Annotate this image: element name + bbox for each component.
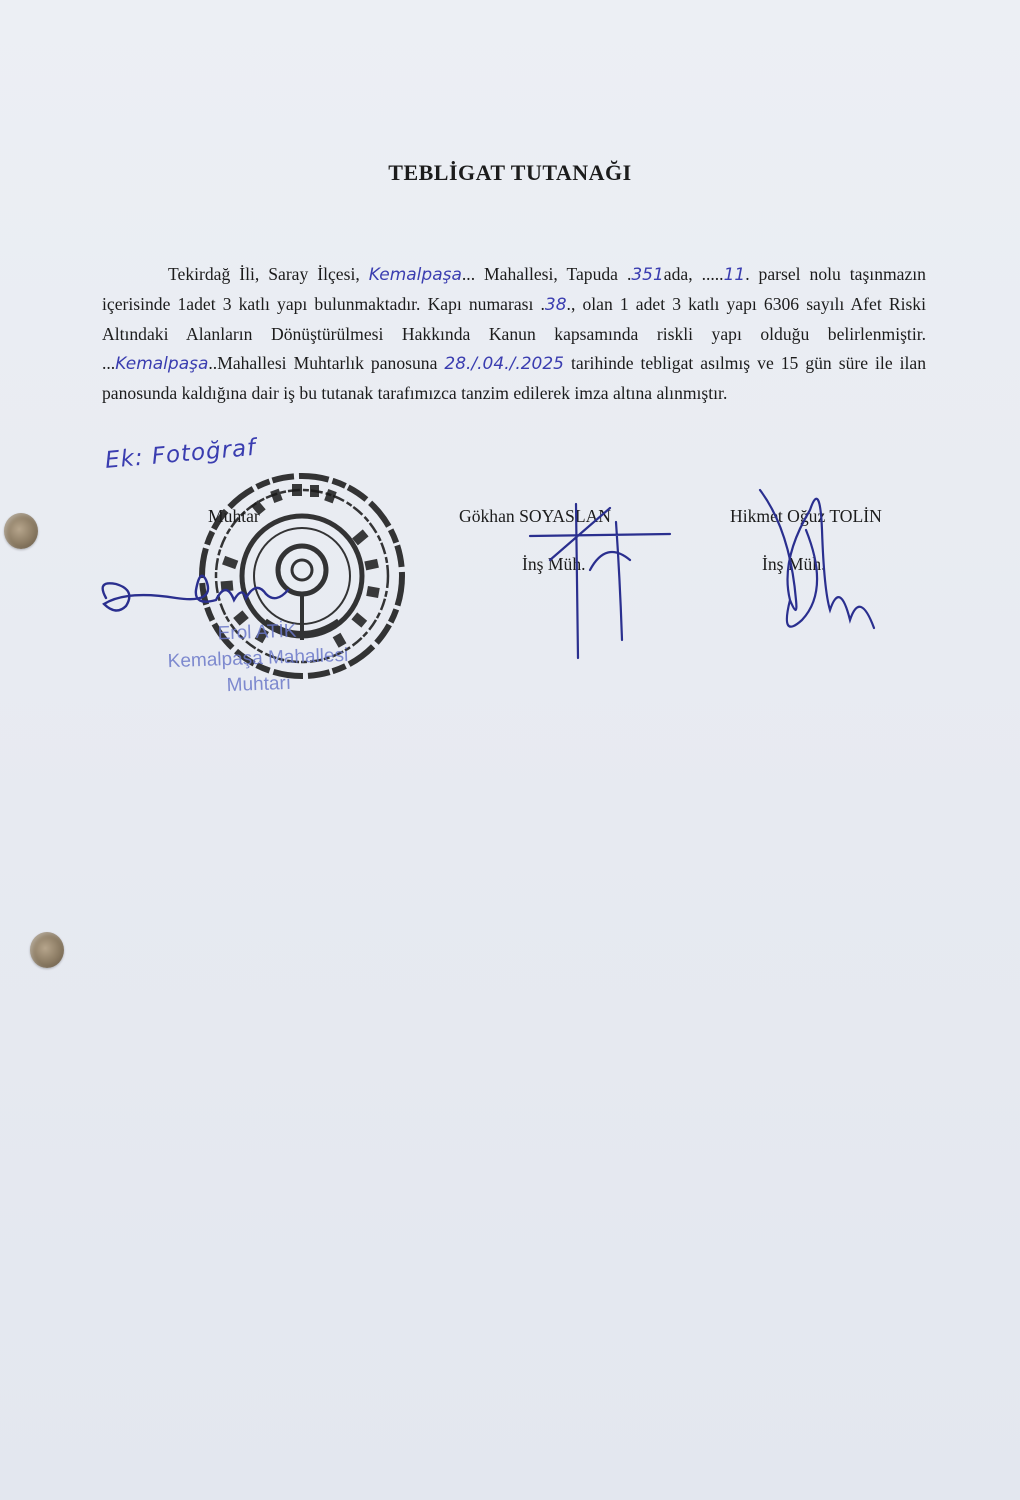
muhtar-name-stamp <box>147 616 370 702</box>
name-stamp-line: Erol ATİK <box>217 620 297 645</box>
handwritten-attachment-note: Ek: Fotoğraf <box>104 434 258 474</box>
document-body-paragraph <box>102 260 926 408</box>
punch-hole-top <box>4 513 38 549</box>
muhtar-signature <box>96 560 296 620</box>
punch-hole-bottom <box>30 932 64 968</box>
handwritten-parsel: 11 <box>723 265 746 285</box>
handwritten-neighborhood-2: Kemalpaşa <box>115 354 209 374</box>
body-text-part: tarihinde tebligat asılmış ve 15 gün süre ile ilan panosunda kaldığına dair iş bu tutanak tarafımızca tanzim edilerek imza altına alınmıştır. <box>102 353 927 403</box>
engineer1-name: Gökhan SOYASLAN <box>459 506 611 526</box>
body-text-part: ., olan 1 adet 3 katlı yapı 6306 sayılı Afet Riski Altındaki Alanların Dönüştürülmesi Hakkında Kanun kapsamında riskli yapı olduğu belirlenmiştir. ... <box>102 294 926 373</box>
handwritten-door-number: 38 <box>544 295 567 315</box>
muhtar-label: Muhtar <box>208 506 260 526</box>
body-text-part: Tekirdağ İli, Saray İlçesi, <box>168 264 369 284</box>
body-text-part: ..Mahallesi Muhtarlık panosuna <box>208 353 445 373</box>
handwritten-ada: 351 <box>631 265 664 285</box>
body-text-part: ada, ..... <box>663 264 724 284</box>
handwritten-neighborhood: Kemalpaşa <box>368 265 462 285</box>
engineer1-title: İnş Müh. <box>522 554 586 574</box>
engineer1-signature <box>520 500 680 670</box>
document-title: TEBLİGAT TUTANAĞI <box>388 160 632 185</box>
engineer2-title: İnş Müh. <box>762 554 826 574</box>
name-stamp-line: Muhtarı <box>226 672 292 697</box>
name-stamp-line: Kemalpaşa Mahallesi <box>167 644 349 673</box>
engineer2-signature <box>750 470 890 650</box>
handwritten-date: 28./.04./.2025 <box>444 354 564 374</box>
body-text-part: . parsel nolu taşınmazın içerisinde 1adet 3 katlı yapı bulunmaktadır. Kapı numarası . <box>102 264 926 314</box>
body-text-part: ... Mahallesi, Tapuda . <box>461 264 632 284</box>
engineer2-name: Hikmet Oğuz TOLİN <box>730 506 882 526</box>
